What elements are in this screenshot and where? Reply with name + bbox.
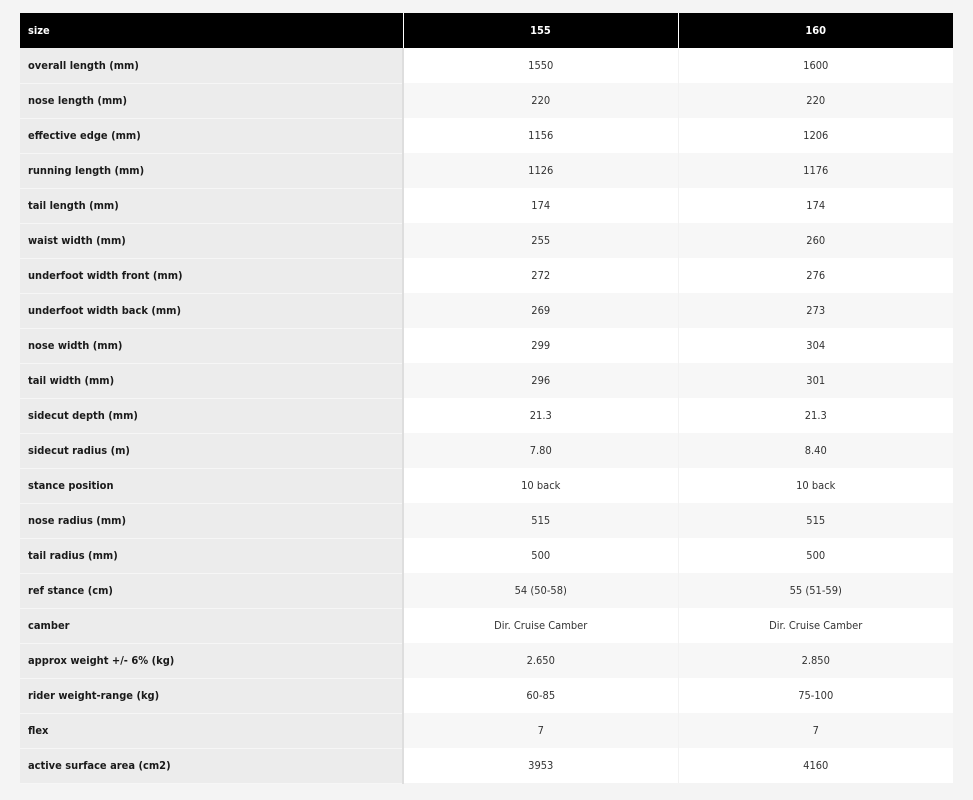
cell-size-155: 1156 — [403, 118, 678, 153]
cell-size-155: 1126 — [403, 153, 678, 188]
cell-size-155: 1550 — [403, 48, 678, 83]
table-row — [20, 503, 953, 538]
table-row — [20, 538, 953, 573]
table-row — [20, 153, 953, 188]
cell-size-160: 304 — [678, 328, 953, 363]
cell-size-160: 8.40 — [678, 433, 953, 468]
cell-size-155: 299 — [403, 328, 678, 363]
cell-size-160: 75-100 — [678, 678, 953, 713]
cell-size-155: 255 — [403, 223, 678, 258]
row-label: tail width (mm) — [20, 363, 403, 398]
spec-table-body — [20, 48, 953, 783]
row-label: ref stance (cm) — [20, 573, 403, 608]
table-row — [20, 223, 953, 258]
row-label: underfoot width back (mm) — [20, 293, 403, 328]
cell-size-160: 2.850 — [678, 643, 953, 678]
table-row — [20, 83, 953, 118]
header-size: size — [20, 13, 403, 48]
cell-size-160: 515 — [678, 503, 953, 538]
row-label: tail length (mm) — [20, 188, 403, 223]
table-row — [20, 643, 953, 678]
cell-size-155: 7 — [403, 713, 678, 748]
row-label: waist width (mm) — [20, 223, 403, 258]
row-label: sidecut radius (m) — [20, 433, 403, 468]
header-size-155: 155 — [403, 13, 678, 48]
cell-size-160: Dir. Cruise Camber — [678, 608, 953, 643]
row-label: camber — [20, 608, 403, 643]
cell-size-155: 60-85 — [403, 678, 678, 713]
table-row — [20, 398, 953, 433]
cell-size-155: Dir. Cruise Camber — [403, 608, 678, 643]
cell-size-160: 55 (51-59) — [678, 573, 953, 608]
table-row — [20, 258, 953, 293]
cell-size-160: 1600 — [678, 48, 953, 83]
table-row — [20, 293, 953, 328]
table-row — [20, 118, 953, 153]
header-row — [20, 13, 953, 48]
cell-size-155: 515 — [403, 503, 678, 538]
row-label: underfoot width front (mm) — [20, 258, 403, 293]
cell-size-155: 3953 — [403, 748, 678, 783]
table-row — [20, 48, 953, 83]
header-size-160: 160 — [678, 13, 953, 48]
row-label: approx weight +/- 6% (kg) — [20, 643, 403, 678]
table-row — [20, 608, 953, 643]
cell-size-160: 1206 — [678, 118, 953, 153]
cell-size-160: 260 — [678, 223, 953, 258]
cell-size-155: 54 (50-58) — [403, 573, 678, 608]
table-row — [20, 748, 953, 783]
table-row — [20, 363, 953, 398]
cell-size-155: 7.80 — [403, 433, 678, 468]
row-label: running length (mm) — [20, 153, 403, 188]
cell-size-155: 220 — [403, 83, 678, 118]
cell-size-155: 10 back — [403, 468, 678, 503]
row-label: overall length (mm) — [20, 48, 403, 83]
cell-size-155: 174 — [403, 188, 678, 223]
row-label: rider weight-range (kg) — [20, 678, 403, 713]
row-label: effective edge (mm) — [20, 118, 403, 153]
cell-size-160: 220 — [678, 83, 953, 118]
cell-size-155: 272 — [403, 258, 678, 293]
spec-table-header — [20, 13, 953, 48]
cell-size-160: 10 back — [678, 468, 953, 503]
table-row — [20, 433, 953, 468]
row-label: active surface area (cm2) — [20, 748, 403, 783]
row-label: sidecut depth (mm) — [20, 398, 403, 433]
cell-size-160: 21.3 — [678, 398, 953, 433]
cell-size-155: 21.3 — [403, 398, 678, 433]
cell-size-160: 4160 — [678, 748, 953, 783]
row-label: tail radius (mm) — [20, 538, 403, 573]
spec-table-container — [20, 13, 953, 784]
table-row — [20, 573, 953, 608]
cell-size-160: 1176 — [678, 153, 953, 188]
cell-size-160: 174 — [678, 188, 953, 223]
cell-size-160: 273 — [678, 293, 953, 328]
table-row — [20, 678, 953, 713]
table-row — [20, 713, 953, 748]
cell-size-155: 269 — [403, 293, 678, 328]
spec-table — [20, 13, 953, 784]
cell-size-155: 2.650 — [403, 643, 678, 678]
row-label: nose width (mm) — [20, 328, 403, 363]
cell-size-160: 7 — [678, 713, 953, 748]
table-row — [20, 468, 953, 503]
cell-size-155: 296 — [403, 363, 678, 398]
table-row — [20, 328, 953, 363]
row-label: nose length (mm) — [20, 83, 403, 118]
row-label: nose radius (mm) — [20, 503, 403, 538]
cell-size-160: 301 — [678, 363, 953, 398]
table-row — [20, 188, 953, 223]
cell-size-160: 276 — [678, 258, 953, 293]
cell-size-155: 500 — [403, 538, 678, 573]
cell-size-160: 500 — [678, 538, 953, 573]
row-label: flex — [20, 713, 403, 748]
row-label: stance position — [20, 468, 403, 503]
